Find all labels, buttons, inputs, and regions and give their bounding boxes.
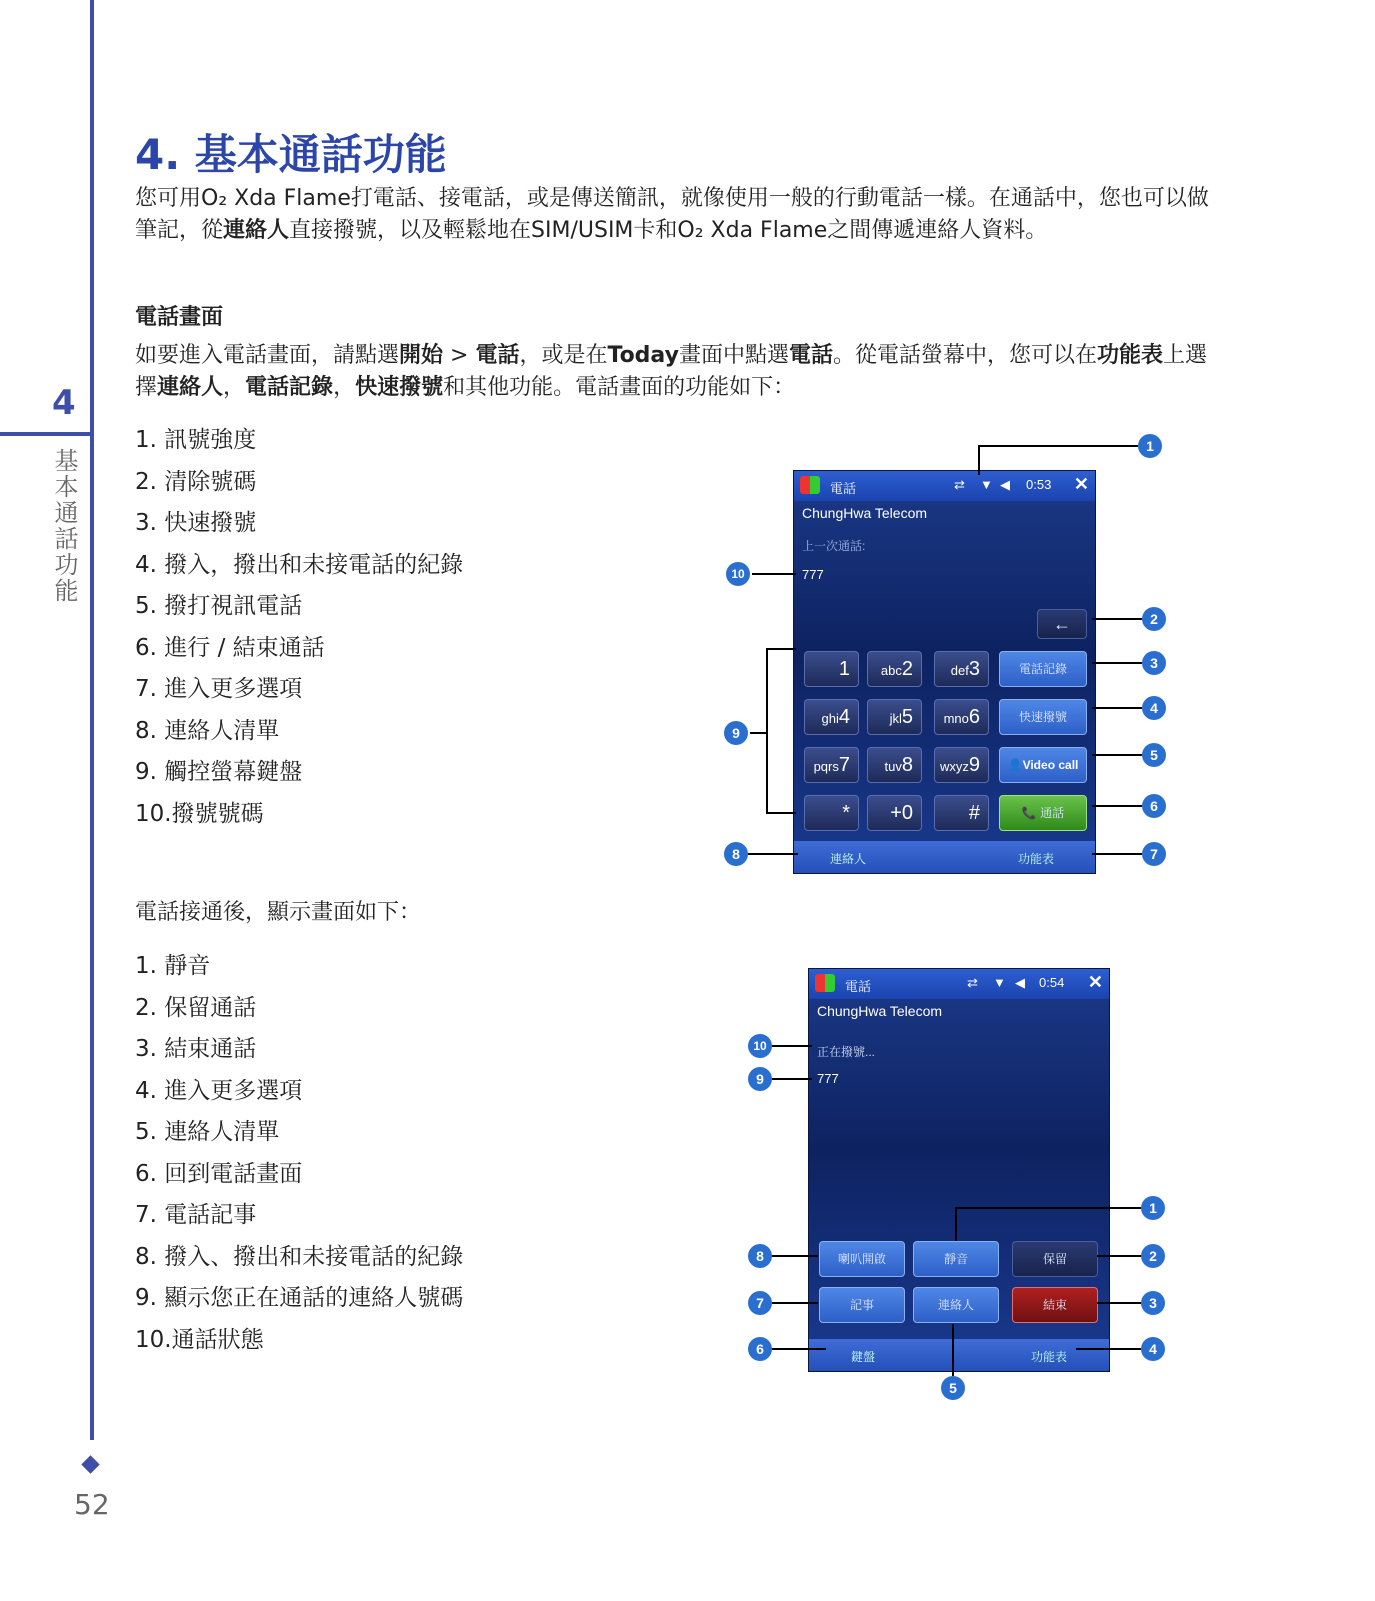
list-item: 9. 觸控螢幕鍵盤 [135,759,303,785]
section-heading: 電話畫面 [135,305,224,330]
list-item: 5. 撥打視訊電話 [135,593,303,619]
carrier-name: ChungHwa Telecom [817,1003,943,1019]
in-call-screenshot [808,968,1110,1372]
list-item: 6. 回到電話畫面 [135,1160,303,1187]
callout-9: 9 [748,1067,772,1091]
callout-line [978,445,1138,447]
callout-9: 9 [724,721,748,745]
key-8[interactable]: tuv8 [867,747,922,783]
windows-start-icon[interactable] [815,974,835,992]
callout-line [955,1207,957,1241]
clock: 0:53 [1026,477,1052,492]
menu-softkey[interactable]: 功能表 [1018,852,1055,866]
list-item: 1. 靜音 [135,953,211,979]
app-title: 電話 [830,481,857,496]
callout-line [766,812,796,814]
callout-4: 4 [1142,696,1166,720]
list-item: 8. 連絡人清單 [135,717,280,744]
callout-2: 2 [1142,607,1166,631]
note-button[interactable]: 記事 [819,1287,905,1323]
callout-line [772,1255,818,1257]
list-item: 6. 進行 / 結束通話 [135,634,325,661]
status-bar [809,969,1109,999]
callout-line [1097,1302,1141,1304]
contacts-button[interactable]: 連絡人 [913,1287,999,1323]
key-hash[interactable]: # [934,795,989,831]
key-3[interactable]: def3 [934,651,989,687]
intro-paragraph: 您可用O₂ Xda Flame打電話、接電話，或是傳送簡訊，就像使用一般的行動電話一樣。在通話中，您也可以做筆記，從連絡人直接撥號，以及輕鬆地在SIM/USIM卡和O₂ Xda Flame之間傳遞連絡人資料。 [135,186,1209,243]
callout-line [1092,853,1142,855]
softkey-bar [794,841,1095,873]
chapter-tab-title: 基本通話功能 [50,448,78,604]
callout-8: 8 [748,1244,772,1268]
callout-line [1092,662,1142,664]
person-icon: 👤 [1007,758,1023,772]
key-6[interactable]: mno6 [934,699,989,735]
connected-intro: 電話接通後，顯示畫面如下： [135,900,422,925]
callout-4: 4 [1141,1337,1165,1361]
dialed-number: 777 [802,567,824,582]
callout-1: 1 [1141,1196,1165,1220]
dialed-number: 777 [817,1071,839,1086]
callout-line [1092,618,1142,620]
callout-line [766,648,796,650]
callout-line [1097,1255,1141,1257]
softkey-bar [809,1339,1109,1371]
call-history-button[interactable]: 電話記錄 [999,651,1087,687]
list-item: 2. 保留通話 [135,994,257,1021]
status-bar [794,471,1095,501]
key-2[interactable]: abc2 [867,651,922,687]
list-item: 2. 清除號碼 [135,468,257,495]
clock: 0:54 [1039,975,1065,990]
list-item: 7. 電話記事 [135,1202,257,1228]
callout-line [750,732,766,734]
video-call-button[interactable]: 👤Video call [999,747,1087,783]
callout-line [772,1078,812,1080]
list-item: 8. 撥入、撥出和未接電話的紀錄 [135,1243,464,1270]
chapter-tab-number: 4 [52,383,76,423]
list-item: 10.撥號號碼 [135,800,264,827]
callout-line [952,1324,954,1376]
callout-5: 5 [1142,743,1166,767]
menu-softkey[interactable]: 功能表 [1031,1350,1068,1364]
section-paragraph: 如要進入電話畫面，請點選開始 > 電話，或是在Today畫面中點選電話。從電話螢幕中，您可以在功能表上選擇連絡人，電話記錄，快速撥號和其他功能。電話畫面的功能如下： [135,343,1208,400]
hold-button[interactable]: 保留 [1012,1241,1098,1277]
page-number: 52 [74,1488,110,1521]
key-1[interactable]: 1 [804,651,859,687]
callout-line [752,573,796,575]
last-call-label: 上一次通話: [802,539,866,553]
carrier-name: ChungHwa Telecom [802,505,928,521]
key-7[interactable]: pqrs7 [804,747,859,783]
list-item: 5. 連絡人清單 [135,1119,280,1145]
contacts-softkey[interactable]: 連絡人 [830,852,867,866]
callout-line [772,1302,818,1304]
callout-3: 3 [1142,651,1166,675]
callout-7: 7 [748,1291,772,1315]
callout-7: 7 [1142,842,1166,866]
keypad-softkey[interactable]: 鍵盤 [851,1350,876,1364]
callout-line [1092,754,1142,756]
signal-icon: ▼ [980,477,993,492]
callout-line [772,1348,826,1350]
end-call-button[interactable]: 結束 [1012,1287,1098,1323]
list-item: 1. 訊號強度 [135,427,257,453]
sync-icon: ⇄ [954,477,965,492]
volume-icon[interactable]: ◀ [1000,477,1010,492]
list-item: 9. 顯示您正在通話的連絡人號碼 [135,1285,464,1311]
callout-line [748,853,798,855]
callout-3: 3 [1141,1291,1165,1315]
call-status: 正在撥號... [817,1045,876,1059]
callout-line [772,1045,812,1047]
speaker-button[interactable]: 喇叭開啟 [819,1241,905,1277]
callout-8: 8 [724,842,748,866]
volume-icon[interactable]: ◀ [1015,975,1025,990]
app-title: 電話 [845,979,872,994]
mute-button[interactable]: 靜音 [913,1241,999,1277]
callout-6: 6 [1142,794,1166,818]
close-icon[interactable]: ✕ [1087,972,1103,992]
dialer-screenshot [793,470,1096,874]
windows-start-icon[interactable] [800,476,820,494]
key-4[interactable]: ghi4 [804,699,859,735]
close-icon[interactable]: ✕ [1073,474,1089,494]
list-item: 4. 撥入，撥出和未接電話的紀錄 [135,551,464,578]
diamond-icon [81,1455,99,1473]
key-5[interactable]: jkl5 [867,699,922,735]
list-item: 3. 結束通話 [135,1036,257,1062]
list-item: 3. 快速撥號 [135,510,257,536]
callout-line [766,648,768,814]
talk-button[interactable]: 📞 通話 [999,795,1087,831]
list-item: 10.通話狀態 [135,1326,264,1353]
phone-icon: 📞 [1021,806,1037,820]
list-item: 7. 進入更多選項 [135,676,303,702]
callout-10: 10 [748,1034,772,1058]
signal-icon: ▼ [993,975,1006,990]
list-item: 4. 進入更多選項 [135,1077,303,1104]
speed-dial-button[interactable]: 快速撥號 [999,699,1087,735]
in-call-feature-list [135,946,463,1361]
page-title: 4. 基本通話功能 [135,130,447,179]
backspace-button[interactable]: ← [1037,609,1087,639]
callout-2: 2 [1141,1244,1165,1268]
callout-6: 6 [748,1337,772,1361]
margin-rule [90,0,94,1440]
key-0[interactable]: +0 [867,795,922,831]
callout-line [1076,1348,1141,1350]
chapter-tab-rule [0,432,94,436]
callout-5: 5 [941,1376,965,1400]
key-9[interactable]: wxyz9 [934,747,989,783]
callout-1: 1 [1138,434,1162,458]
key-star[interactable]: * [804,795,859,831]
callout-line [1092,707,1142,709]
phone-screen-feature-list [135,420,463,835]
sync-icon: ⇄ [967,975,978,990]
callout-10: 10 [726,562,750,586]
callout-line [1092,805,1142,807]
callout-line [955,1207,1141,1209]
callout-line [978,445,980,475]
